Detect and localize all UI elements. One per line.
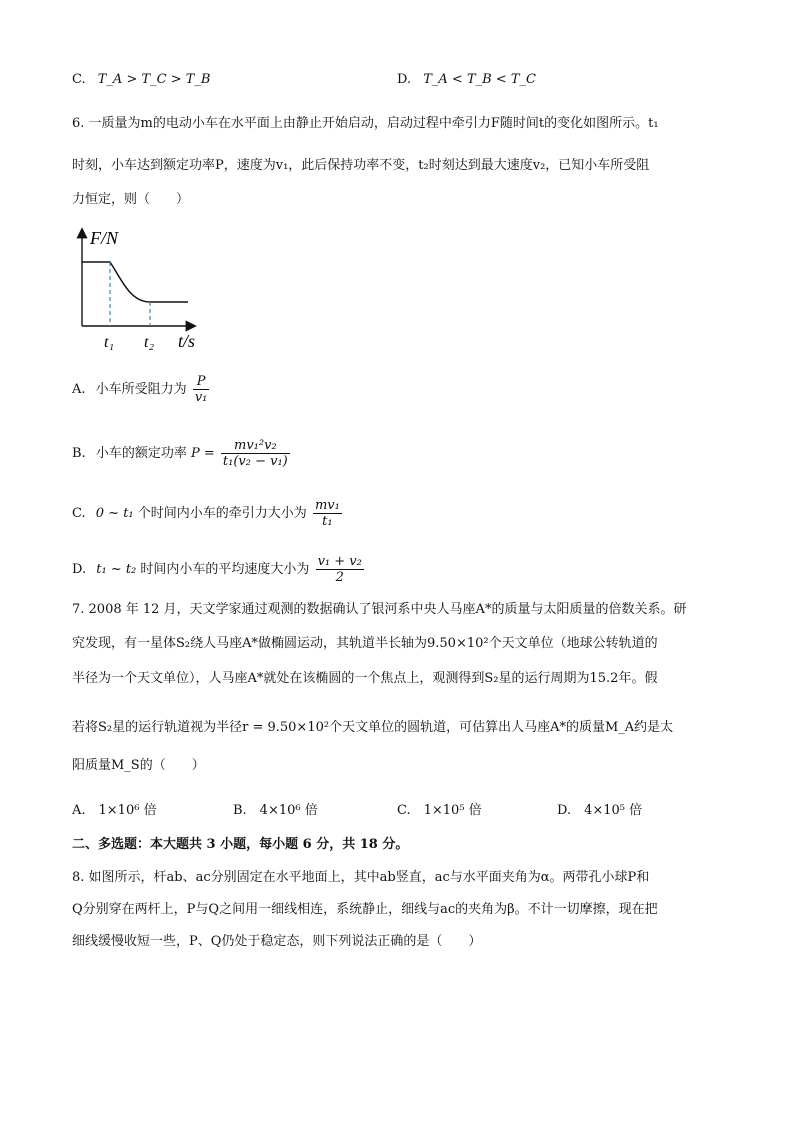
q6-option-b-den: t₁(v₂ − v₁) [222,454,288,469]
q6-stem-line-2: 时刻，小车达到额定功率P，速度为v₁，此后保持功率不变，t₂时刻达到最大速度v₂，已知小车所受阻 [72,158,650,173]
q7-stem-line-5: 阳质量M_S的（ ） [72,758,205,773]
q6-option-c-label: C. [72,506,86,521]
q6-option-b-fraction [221,438,290,469]
q6-option-b-text: 小车的额定功率 [95,446,187,461]
q5-option-c-label: C. [72,72,86,87]
q6-option-d-range: t₁ ~ t₂ [96,562,137,577]
section-2-heading: 二、多选题：本大题共 3 小题，每小题 6 分，共 18 分。 [72,837,409,852]
y-axis-label: F/N [90,228,119,248]
q6-stem-line-1: 6. 一质量为m的电动小车在水平面上由静止开始启动，启动过程中牵引力F随时间t的变化如图所示。t₁ [72,116,659,131]
force-curve [82,262,188,302]
q6-option-b-label: B. [72,446,86,461]
q6-option-a-text: 小车所受阻力为 [95,382,187,397]
x-axis-label: t/s [178,331,196,351]
q6-option-d-num: v₁ + v₂ [317,554,362,569]
q6-option-d-text: 时间内小车的平均速度大小为 [140,562,310,577]
q6-option-d-den: 2 [335,570,344,585]
q6-option-a-fraction [193,374,210,405]
q7-stem-line-4: 若将S₂星的运行轨道视为半径r = 9.50×10²个天文单位的圆轨道，可估算出人马座A*的质量M_A约是太 [72,720,674,735]
q6-option-b [72,438,290,469]
q7-stem-line-2: 究发现，有一星体S₂绕人马座A*做椭圆运动，其轨道半长轴为9.50×10²个天文单位（地球公转轨道的 [72,636,658,651]
q6-option-c-num: mv₁ [314,498,340,513]
q6-option-c-den: t₁ [322,514,333,529]
q6-option-a-den: v₁ [194,390,208,405]
q6-option-b-lhs: P = [190,446,215,461]
q7-stem-line-3: 半径为一个天文单位），人马座A*就处在该椭圆的一个焦点上，观测得到S₂星的运行周期为15.2年。假 [72,671,658,686]
q7-stem-line-1: 7. 2008 年 12 月，天文学家通过观测的数据确认了银河系中央人马座A*的质量与太阳质量的倍数关系。研 [72,602,687,617]
q6-option-a [72,374,209,405]
q6-option-a-label: A. [72,382,86,397]
t2-label: t₂ [144,334,155,351]
q6-option-d-label: D. [72,562,87,577]
q5-option-d-math: T_A < T_B < T_C [423,72,536,87]
q7-option-c: C. 1×10⁵ 倍 [397,803,482,818]
q8-stem-line-3: 细线缓慢收短一些，P、Q仍处于稳定态，则下列说法正确的是（ ） [72,934,482,949]
q8-stem-line-1: 8. 如图所示，杆ab、ac分别固定在水平地面上，其中ab竖直，ac与水平面夹角为α。两带孔小球P和 [72,870,650,885]
q7-option-b: B. 4×10⁶ 倍 [233,803,318,818]
q7-option-a: A. 1×10⁶ 倍 [72,803,157,818]
q7-option-d: D. 4×10⁵ 倍 [557,803,643,818]
q8-stem-line-2: Q分别穿在两杆上，P与Q之间用一细线相连，系统静止，细线与ac的夹角为β。不计一切摩擦，现在把 [72,902,658,917]
q6-option-a-num: P [193,374,210,390]
q6-option-c-text: 个时间内小车的牵引力大小为 [137,506,307,521]
q6-option-d [72,554,364,585]
q6-option-b-num: mv₁²v₂ [221,438,290,454]
q6-force-time-graph [70,226,220,354]
q6-option-c-range: 0 ~ t₁ [95,506,134,521]
q6-option-c [72,498,342,529]
q5-option-d [397,70,536,90]
q6-stem-line-3: 力恒定，则（ ） [72,192,190,207]
q5-option-c [72,70,210,90]
q6-option-d-fraction [316,554,364,585]
q5-option-d-label: D. [397,72,412,87]
q5-option-c-math: T_A > T_C > T_B [97,72,211,87]
q6-option-c-fraction [313,498,342,529]
t1-label: t₁ [104,334,115,351]
